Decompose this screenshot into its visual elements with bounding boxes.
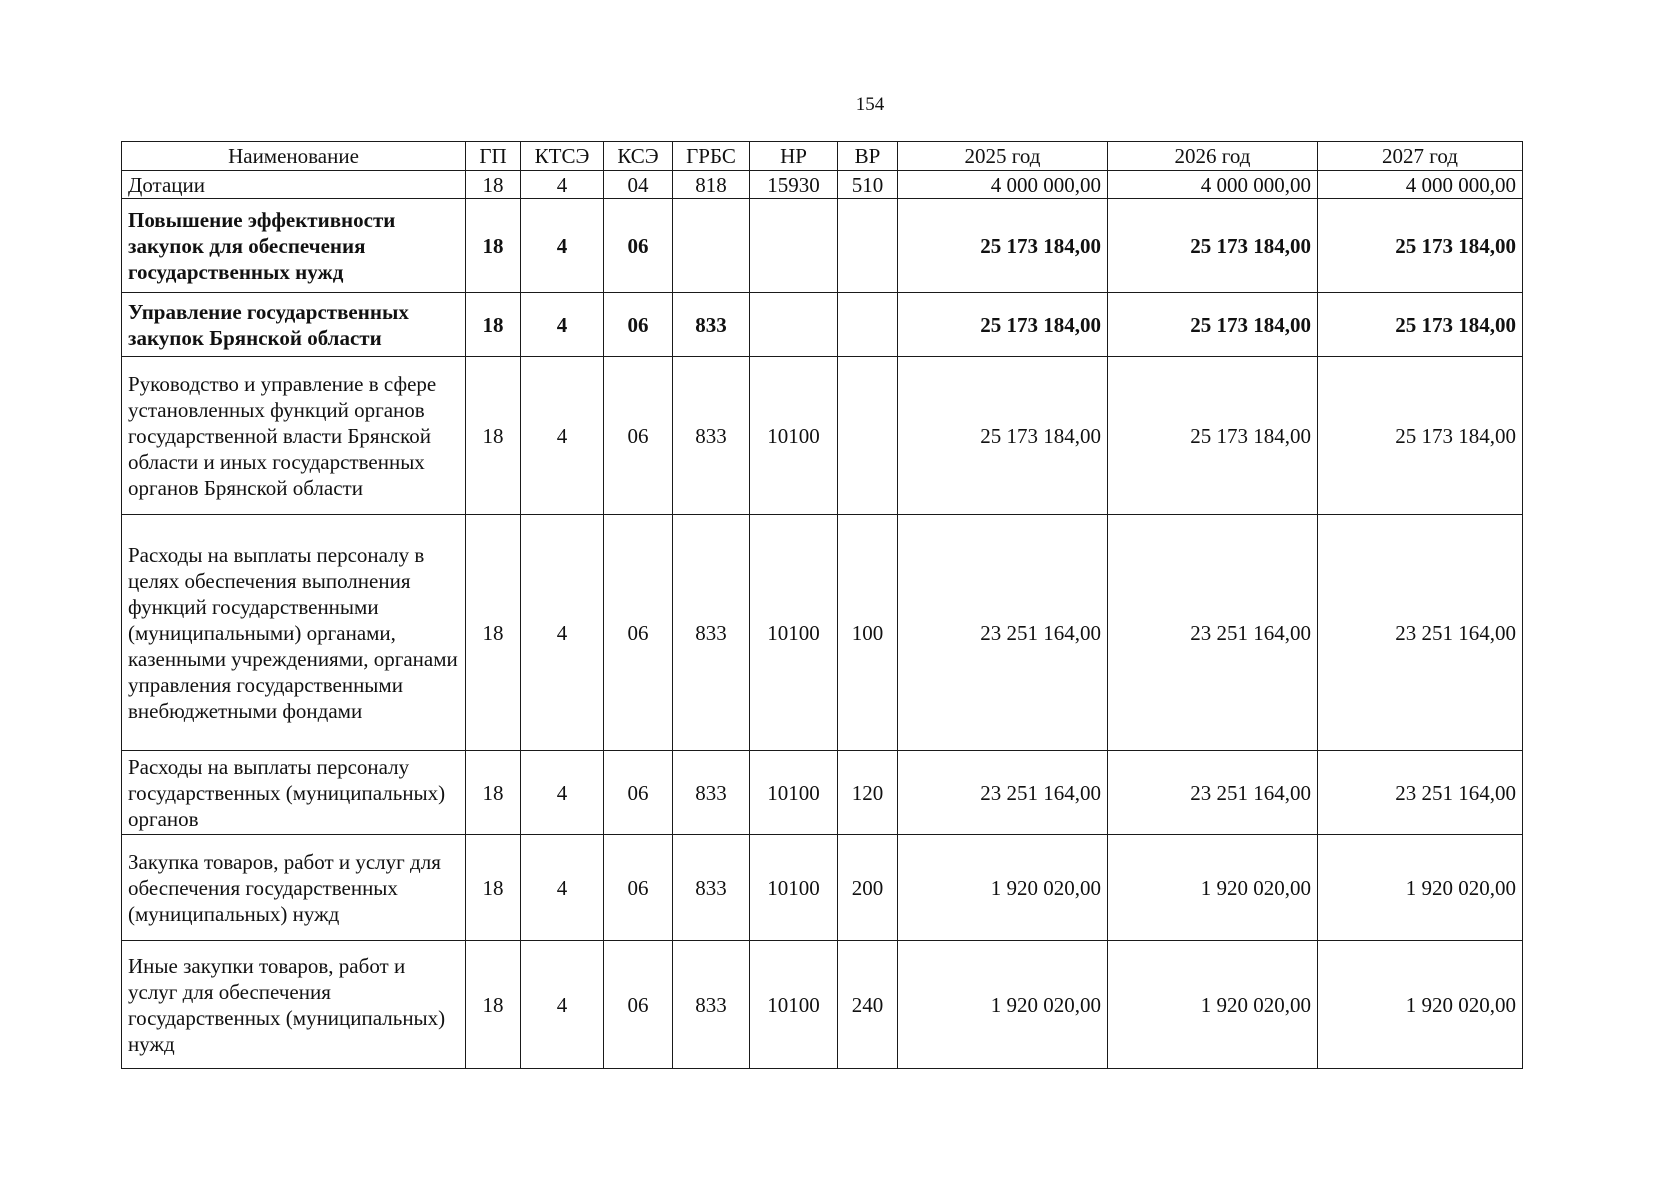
cell-vr: 100 [838, 515, 898, 751]
cell-nr: 10100 [750, 357, 838, 515]
cell-2026: 23 251 164,00 [1108, 515, 1318, 751]
cell-gp: 18 [466, 357, 521, 515]
cell-kse: 06 [604, 199, 673, 293]
cell-gp: 18 [466, 751, 521, 835]
cell-2025: 1 920 020,00 [898, 941, 1108, 1069]
table-row [122, 941, 1523, 1069]
cell-name: Расходы на выплаты персоналу в целях обеспечения выполнения функций государственными (муниципальными) органами, казенными учреждениями, органами управления государственными внебюджетными фондами [122, 515, 466, 751]
header-2026: 2026 год [1108, 142, 1318, 171]
header-2025: 2025 год [898, 142, 1108, 171]
cell-grbs [673, 199, 750, 293]
cell-gp: 18 [466, 515, 521, 751]
cell-grbs: 833 [673, 293, 750, 357]
cell-2027: 23 251 164,00 [1318, 515, 1523, 751]
cell-2027: 1 920 020,00 [1318, 941, 1523, 1069]
table-row [122, 199, 1523, 293]
cell-grbs: 818 [673, 171, 750, 199]
cell-nr: 10100 [750, 515, 838, 751]
cell-kse: 06 [604, 751, 673, 835]
cell-gp: 18 [466, 199, 521, 293]
cell-nr: 10100 [750, 751, 838, 835]
header-gp: ГП [466, 142, 521, 171]
cell-kse: 06 [604, 515, 673, 751]
cell-kse: 06 [604, 941, 673, 1069]
cell-nr [750, 199, 838, 293]
cell-2025: 23 251 164,00 [898, 515, 1108, 751]
cell-ktse: 4 [521, 199, 604, 293]
table-row [122, 171, 1523, 199]
cell-ktse: 4 [521, 357, 604, 515]
table-body [122, 171, 1523, 1069]
cell-2025: 1 920 020,00 [898, 835, 1108, 941]
cell-2027: 25 173 184,00 [1318, 293, 1523, 357]
cell-grbs: 833 [673, 751, 750, 835]
cell-vr [838, 293, 898, 357]
cell-2025: 25 173 184,00 [898, 357, 1108, 515]
cell-2026: 1 920 020,00 [1108, 835, 1318, 941]
cell-nr: 10100 [750, 835, 838, 941]
cell-gp: 18 [466, 941, 521, 1069]
cell-vr: 200 [838, 835, 898, 941]
cell-name: Иные закупки товаров, работ и услуг для обеспечения государственных (муниципальных) нужд [122, 941, 466, 1069]
cell-2026: 25 173 184,00 [1108, 357, 1318, 515]
cell-2026: 23 251 164,00 [1108, 751, 1318, 835]
table-header-row [122, 142, 1523, 171]
cell-2025: 25 173 184,00 [898, 199, 1108, 293]
cell-name: Управление государственных закупок Брянской области [122, 293, 466, 357]
table-row [122, 835, 1523, 941]
cell-ktse: 4 [521, 515, 604, 751]
cell-2026: 25 173 184,00 [1108, 293, 1318, 357]
cell-grbs: 833 [673, 357, 750, 515]
cell-2025: 25 173 184,00 [898, 293, 1108, 357]
header-ktse: КТСЭ [521, 142, 604, 171]
cell-name: Руководство и управление в сфере установленных функций органов государственной власти Брянской области и иных государственных органов Брянской области [122, 357, 466, 515]
cell-grbs: 833 [673, 941, 750, 1069]
cell-vr [838, 357, 898, 515]
cell-vr [838, 199, 898, 293]
cell-ktse: 4 [521, 171, 604, 199]
table-row [122, 293, 1523, 357]
page-number: 154 [855, 94, 885, 115]
cell-vr: 510 [838, 171, 898, 199]
cell-nr [750, 293, 838, 357]
cell-kse: 04 [604, 171, 673, 199]
cell-ktse: 4 [521, 835, 604, 941]
cell-vr: 120 [838, 751, 898, 835]
cell-name: Повышение эффективности закупок для обеспечения государственных нужд [122, 199, 466, 293]
cell-vr: 240 [838, 941, 898, 1069]
cell-kse: 06 [604, 357, 673, 515]
cell-nr: 15930 [750, 171, 838, 199]
cell-grbs: 833 [673, 515, 750, 751]
table-row [122, 751, 1523, 835]
header-grbs: ГРБС [673, 142, 750, 171]
cell-name: Дотации [122, 171, 466, 199]
cell-2025: 23 251 164,00 [898, 751, 1108, 835]
cell-2026: 25 173 184,00 [1108, 199, 1318, 293]
cell-kse: 06 [604, 293, 673, 357]
cell-2025: 4 000 000,00 [898, 171, 1108, 199]
header-kse: КСЭ [604, 142, 673, 171]
header-name: Наименование [122, 142, 466, 171]
cell-grbs: 833 [673, 835, 750, 941]
header-nr: НР [750, 142, 838, 171]
cell-gp: 18 [466, 835, 521, 941]
cell-ktse: 4 [521, 751, 604, 835]
cell-name: Расходы на выплаты персоналу государственных (муниципальных) органов [122, 751, 466, 835]
cell-kse: 06 [604, 835, 673, 941]
cell-2027: 25 173 184,00 [1318, 357, 1523, 515]
header-vr: ВР [838, 142, 898, 171]
cell-ktse: 4 [521, 941, 604, 1069]
header-2027: 2027 год [1318, 142, 1523, 171]
table-row [122, 515, 1523, 751]
cell-gp: 18 [466, 171, 521, 199]
cell-ktse: 4 [521, 293, 604, 357]
cell-2026: 4 000 000,00 [1108, 171, 1318, 199]
cell-2027: 4 000 000,00 [1318, 171, 1523, 199]
cell-name: Закупка товаров, работ и услуг для обеспечения государственных (муниципальных) нужд [122, 835, 466, 941]
cell-2027: 25 173 184,00 [1318, 199, 1523, 293]
cell-2026: 1 920 020,00 [1108, 941, 1318, 1069]
cell-nr: 10100 [750, 941, 838, 1069]
cell-2027: 1 920 020,00 [1318, 835, 1523, 941]
budget-table [121, 141, 1523, 1069]
cell-gp: 18 [466, 293, 521, 357]
table-row [122, 357, 1523, 515]
cell-2027: 23 251 164,00 [1318, 751, 1523, 835]
